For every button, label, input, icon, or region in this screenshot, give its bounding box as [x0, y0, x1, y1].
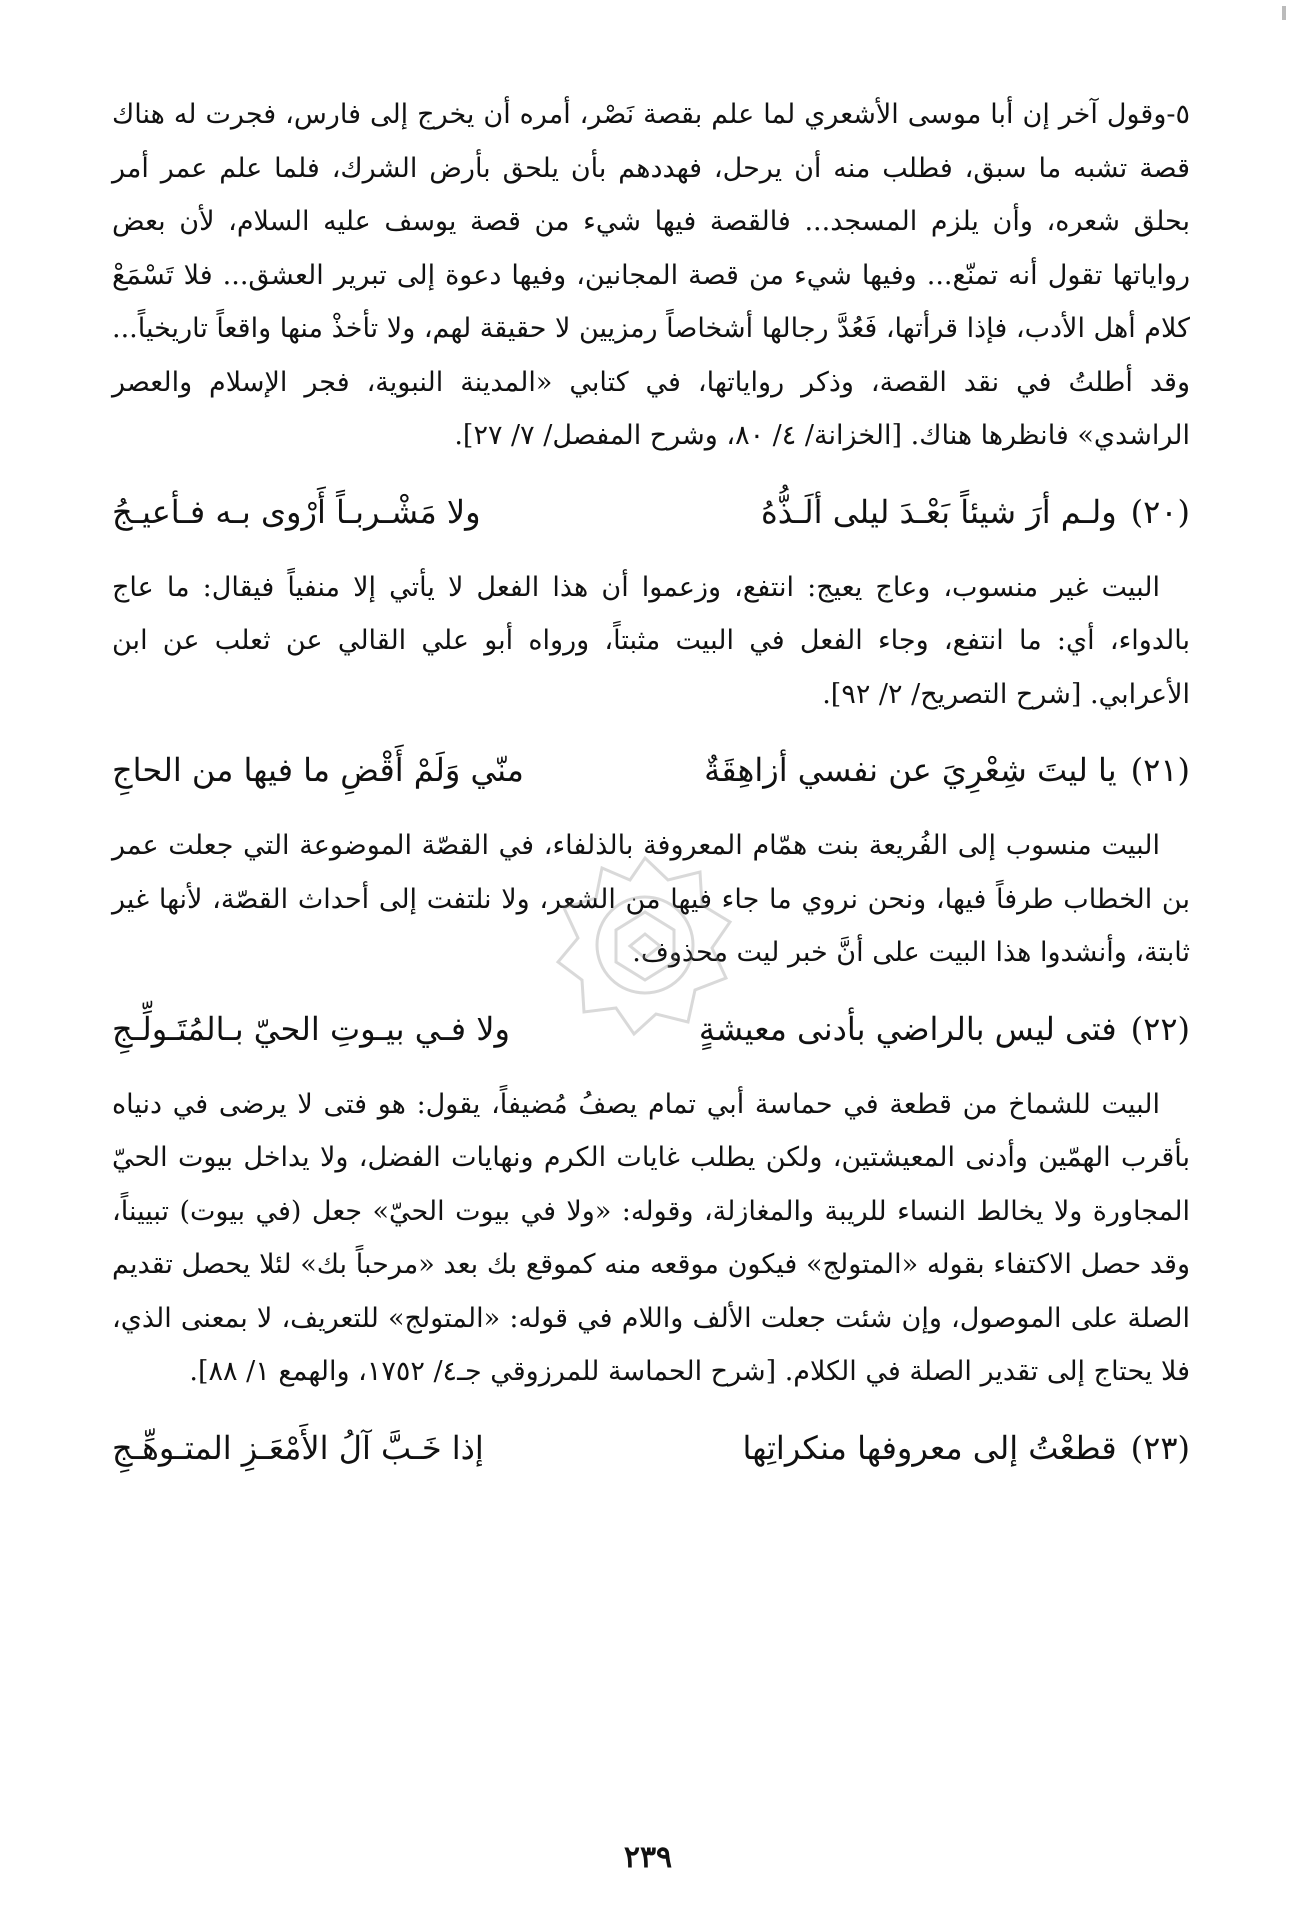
verse-second-hemistich: منّي وَلَمْ أَقْضِ ما فيها من الحاجِ [112, 751, 524, 789]
verse-22 [112, 1002, 1190, 1056]
verse-second-hemistich: ولا مَشْـربـاً أَرْوى بـه فـأعيـجُ [112, 492, 481, 531]
verse-first-hemistich: يا ليتَ شِعْرِيَ عن نفسي أزاهِقَةٌ [704, 751, 1117, 789]
verse-21 [112, 743, 1190, 797]
verse-number: (٢٣) [1130, 1428, 1190, 1467]
verse-second-hemistich: إذا خَـبَّ آلُ الأَمْعَـزِ المتـوهِّـجِ [112, 1428, 484, 1467]
verse-number: (٢٢) [1130, 1009, 1190, 1048]
commentary-22: البيت للشماخ من قطعة في حماسة أبي تمام يصفُ مُضيفاً، يقول: هو فتى لا يرضى في دنياه بأقرب الهمّين وأدنى المعيشتين، ولكن يطلب غايات الكرم ونهايات الفضل، ولا يداخل بيوت الحيّ المجاورة ولا يخالط النساء للريبة والمغازلة، وقوله: «ولا في بيوت الحيّ» جعل (في بيوت) تبييناً، وقد حصل الاكتفاء بقوله «المتولج» فيكون موقعه منه كموقع بك بعد «مرحباً بك» لئلا يحصل تقديم الصلة على الموصول، وإن شئت جعلت الألف واللام في قوله: «المتولج» للتعريف، لا بمعنى الذي، فلا يحتاج إلى تقدير الصلة في الكلام. [شرح الحماسة للمرزوقي جـ٤/ ١٧٥٢، والهمع ١/ ٨٨]. [112, 1088, 1190, 1387]
verse-20 [112, 485, 1190, 539]
verse-number: (٢١) [1130, 751, 1190, 789]
verse-first-hemistich: ولـم أرَ شيئاً بَعْـدَ ليلى ألَـذُّهُ [760, 492, 1117, 531]
verse-number: (٢٠) [1130, 492, 1190, 531]
paragraph-5: ٥-وقول آخر إن أبا موسى الأشعري لما علم بقصة نَصْر، أمره أن يخرج إلى فارس، فجرت له هناك قصة تشبه ما سبق، فطلب منه أن يرحل، فهددهم بأن يلحق بأرض الشرك، فلما علم عمر أمر بحلق شعره، وأن يلزم المسجد... فالقصة فيها شيء من قصة يوسف عليه السلام، لأن بعض رواياتها تقول أنه تمنّع... وفيها شيء من قصة المجانين، وفيها دعوة إلى تبرير العشق... فلا تَسْمَعْ كلام أهل الأدب، فإذا قرأتها، فَعُدَّ رجالها أشخاصاً رمزيين لا حقيقة لهم، ولا تأخذْ منها واقعاً تاريخياً... وقد أطلتُ في نقد القصة، وذكر رواياتها، في كتابي «المدينة النبوية، فجر الإسلام والعصر الراشدي» فانظرها هناك. [الخزانة/ ٤/ ٨٠، وشرح المفصل/ ٧/ ٢٧]. [112, 99, 1190, 451]
verse-23 [112, 1421, 1190, 1475]
commentary-21: البيت منسوب إلى الفُريعة بنت همّام المعروفة بالذلفاء، في القصّة الموضوعة التي جعلت عمر بن الخطاب طرفاً فيها، ونحن نروي ما جاء فيها من الشعر، ولا نلتفت إلى أحداث القصّة، لأنها غير ثابتة، وأنشدوا هذا البيت على أنَّ خبر ليت محذوف. [112, 830, 1190, 968]
verse-first-hemistich: فتى ليس بالراضي بأدنى معيشةٍ [698, 1009, 1117, 1048]
verse-first-hemistich: قطعْتُ إلى معروفها منكراتِها [742, 1428, 1117, 1467]
verse-second-hemistich: ولا فـي بيـوتِ الحيّ بـالمُتَـولِّـجِ [112, 1009, 510, 1048]
page-number: ٢٣٩ [623, 1840, 673, 1875]
commentary-20: البيت غير منسوب، وعاج يعيج: انتفع، وزعموا أن هذا الفعل لا يأتي إلا منفياً فيقال: ما عاج بالدواء، أي: ما انتفع، وجاء الفعل في البيت مثبتاً، ورواه أبو علي القالي عن ثعلب عن ابن الأعرابي. [شرح التصريح/ ٢/ ٩٢]. [112, 571, 1190, 710]
